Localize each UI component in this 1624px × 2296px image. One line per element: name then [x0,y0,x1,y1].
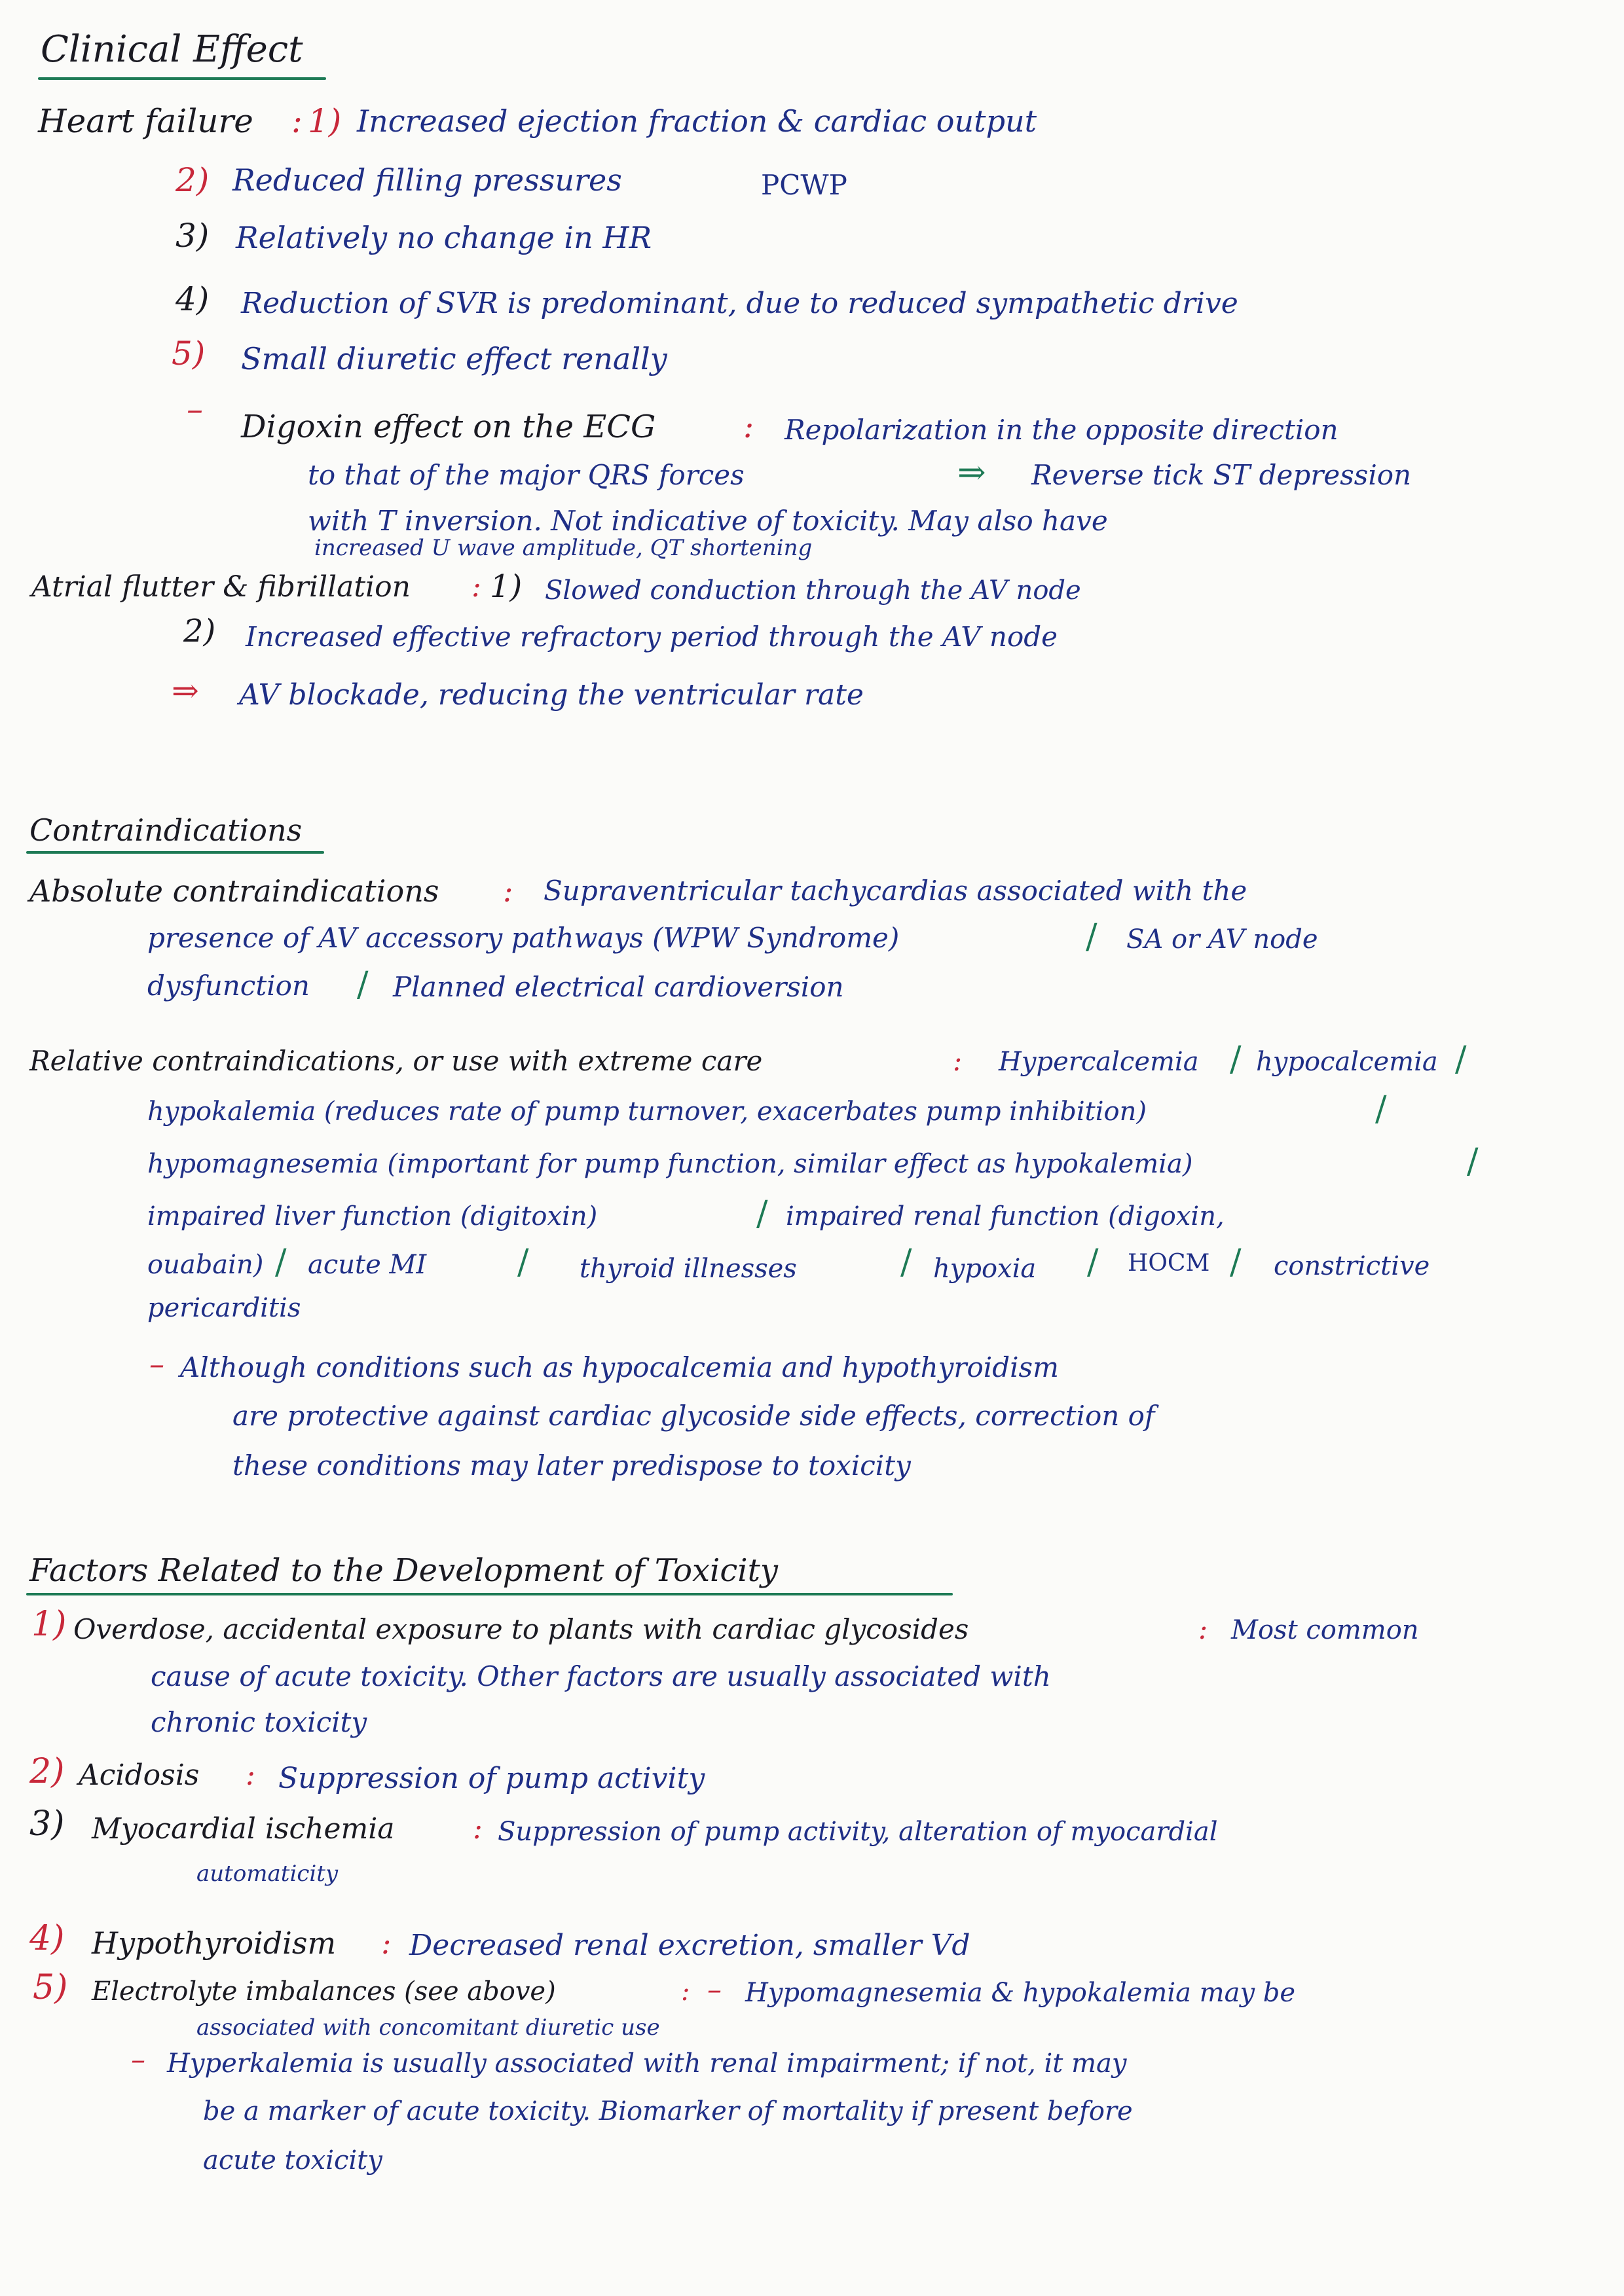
factor-3-line-b: automaticity [196,1861,339,1887]
factor-num-2: 2) [29,1752,65,1791]
factor-2-line-a: Suppression of pump activity [278,1762,705,1795]
factor-4-label: Hypothyroidism [92,1925,337,1961]
factor-1-line-b: cause of acute toxicity. Other factors are usually associated with [151,1660,1051,1692]
separator-slash: / [357,965,369,1004]
factor-num-5: 5) [33,1968,68,2007]
absolute-line-3b: Planned electrical cardioversion [393,971,844,1003]
relative-line-5a: ouabain) [147,1250,264,1280]
relative-line-3: hypomagnesemia (important for pump function, similar effect as hypokalemia) [147,1149,1193,1179]
factor-4-line-a: Decreased renal excretion, smaller Vd [409,1929,970,1962]
absolute-line-2a: presence of AV accessory pathways (WPW Syndrome) [147,922,900,954]
absolute-label: Absolute contraindications [29,873,439,909]
af-item-1: Slowed conduction through the AV node [545,575,1081,606]
af-colon: : [471,570,481,604]
absolute-line-1: Supraventricular tachycardias associated with the [544,875,1247,907]
separator-slash: / [1467,1142,1479,1181]
factor-1-label: Overdose, accidental exposure to plants with cardiac glycosides [73,1613,969,1645]
factor-1-colon: : [1198,1613,1208,1645]
separator-slash: / [1230,1040,1242,1079]
note-line-3: these conditions may later predispose to toxicity [232,1449,911,1482]
heading-underline [26,851,324,854]
separator-slash: / [1230,1243,1242,1282]
hf-colon: : [291,102,303,140]
separator-slash: / [1086,917,1098,957]
section-heading-factors: Factors Related to the Development of Toxicity [29,1552,779,1589]
factor-5-line-d: be a marker of acute toxicity. Biomarker of mortality if present before [203,2096,1133,2126]
separator-slash: / [1375,1089,1387,1129]
relative-line-6: pericarditis [147,1293,301,1323]
digoxin-line-1: Repolarization in the opposite direction [784,414,1338,446]
factor-5-colon: : [681,1977,690,2007]
digoxin-line-3: with T inversion. Not indicative of toxicity. May also have [308,505,1108,537]
factor-5-dash: – [707,1973,722,2007]
absolute-colon: : [503,873,513,909]
hf-num-1: 1) [308,102,342,140]
note-line-2: are protective against cardiac glycoside side effects, correction of [232,1400,1155,1432]
digoxin-line-2a: to that of the major QRS forces [308,459,745,491]
hf-label: Heart failure [38,102,253,140]
hf-num-5: 5) [172,335,206,373]
relative-line-4b: impaired renal function (digoxin, [786,1201,1225,1231]
af-item-2: Increased effective refractory period through the AV node [246,621,1058,653]
factor-3-colon: : [473,1812,483,1846]
separator-slash: / [756,1194,768,1233]
separator-slash: / [1455,1040,1467,1079]
factor-3-label: Myocardial ischemia [92,1812,395,1846]
relative-line-1b: hypocalcemia [1256,1047,1438,1077]
digoxin-dash: – [187,390,203,428]
relative-line-5d: hypoxia [933,1254,1037,1284]
relative-line-1a: Hypercalcemia [999,1047,1199,1077]
factor-num-3: 3) [29,1804,65,1844]
factor-5-line-a: Hypomagnesemia & hypokalemia may be [745,1978,1296,2008]
digoxin-label: Digoxin effect on the ECG [241,409,656,445]
relative-label: Relative contraindications, or use with extreme care [29,1045,763,1077]
af-num-2: 2) [183,613,216,649]
factor-5-line-e: acute toxicity [203,2145,382,2176]
digoxin-arrow: ⇒ [957,453,986,492]
af-item-3: AV blockade, reducing the ventricular rate [239,678,864,712]
relative-colon: : [953,1045,963,1077]
relative-line-4a: impaired liver function (digitoxin) [147,1201,598,1231]
digoxin-line-2b: Reverse tick ST depression [1031,459,1412,491]
separator-slash: / [1087,1243,1099,1282]
factor-1-line-a: Most common [1231,1615,1419,1645]
af-arrow: ⇒ [172,672,199,710]
section-heading-clinical-effect: Clinical Effect [41,28,303,71]
factor-3-line-a: Suppression of pump activity, alteration of myocardial [498,1817,1218,1847]
relative-line-5c: thyroid illnesses [580,1254,797,1284]
hf-pcwp: PCWP [761,169,847,201]
hf-item-1: Increased ejection fraction & cardiac output [357,103,1037,139]
factor-4-colon: : [381,1925,392,1961]
hf-item-3: Relatively no change in HR [236,220,652,255]
relative-line-5e: HOCM [1128,1250,1210,1277]
relative-line-5b: acute MI [308,1250,427,1280]
heading-underline [26,1593,953,1595]
factor-5-label: Electrolyte imbalances (see above) [92,1977,556,2007]
factor-num-1: 1) [31,1605,67,1644]
hf-num-2: 2) [175,161,210,199]
factor-5-line-c: Hyperkalemia is usually associated with renal impairment; if not, it may [167,2049,1127,2079]
af-label: Atrial flutter & fibrillation [31,570,411,604]
af-num-1: 1) [490,568,523,605]
hf-item-4: Reduction of SVR is predominant, due to reduced sympathetic drive [241,287,1238,320]
heading-underline [38,77,326,80]
note-line-1: Although conditions such as hypocalcemia and hypothyroidism [180,1351,1059,1383]
factor-5-line-b: associated with concomitant diuretic use [196,2014,660,2041]
section-heading-contraindications: Contraindications [29,812,303,848]
factor-1-line-c: chronic toxicity [151,1706,367,1738]
factor-num-4: 4) [29,1919,65,1958]
digoxin-line-4: increased U wave amplitude, QT shortening [314,535,813,561]
hf-num-4: 4) [175,280,210,318]
hf-item-2: Reduced filling pressures [232,162,622,198]
separator-slash: / [517,1243,529,1282]
note-dash: – [149,1346,164,1381]
absolute-line-2b: SA or AV node [1126,924,1318,955]
relative-line-5f: constrictive [1274,1251,1430,1281]
factor-2-label: Acidosis [79,1758,200,1792]
absolute-line-3a: dysfunction [147,970,310,1002]
separator-slash: / [900,1243,912,1282]
factor-2-colon: : [246,1758,255,1792]
hf-num-3: 3) [175,217,210,255]
hf-item-5: Small diuretic effect renally [241,341,667,376]
factor-5-subdash: – [131,2043,145,2077]
relative-line-2: hypokalemia (reduces rate of pump turnover, exacerbates pump inhibition) [147,1097,1147,1127]
digoxin-colon: : [743,409,754,445]
separator-slash: / [275,1243,287,1282]
